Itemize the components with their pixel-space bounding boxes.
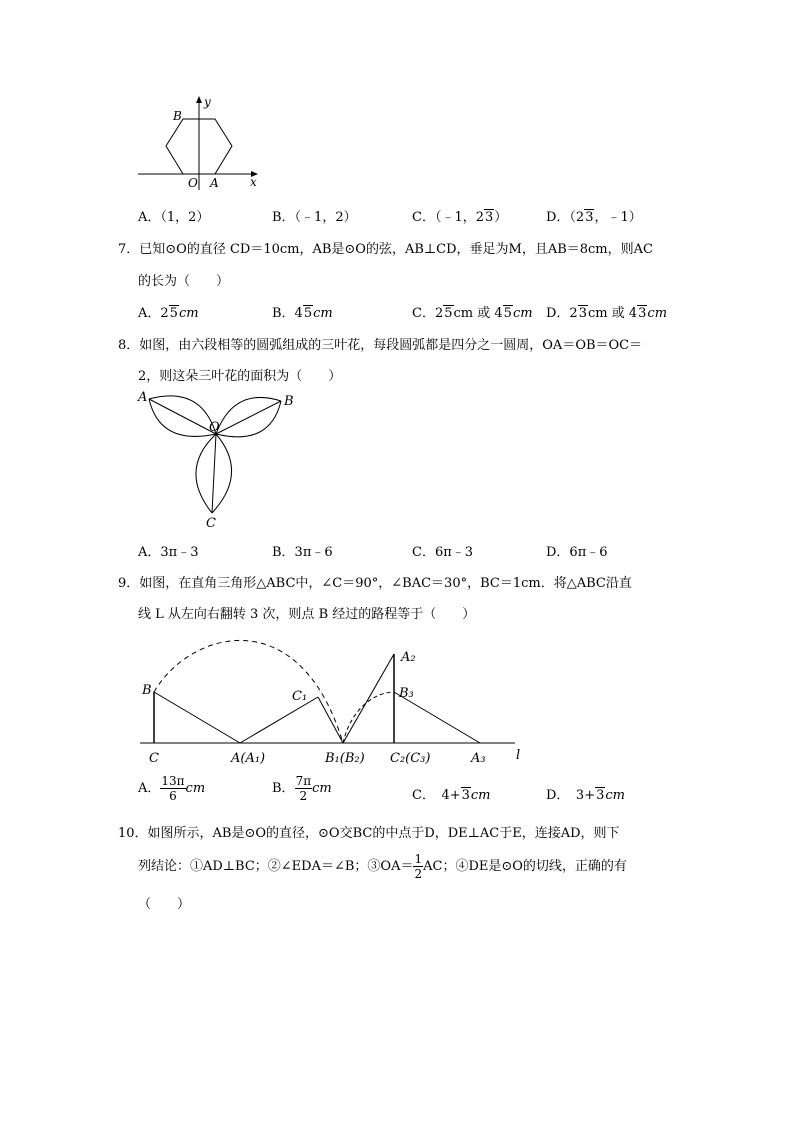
q8-option-c: C．6π﹣3	[412, 545, 474, 560]
q8-option-d: D．6π﹣6	[546, 545, 608, 560]
label-a-a1: A(A₁)	[231, 751, 266, 766]
q9-stem-line2: 线 L 从左向右翻转 3 次，则点 B 经过的路程等于（ ）	[138, 607, 476, 622]
label-b3: B₃	[399, 686, 414, 701]
segment-b2a2	[343, 654, 394, 743]
q9-option-d: D． 3+3cm	[546, 788, 625, 803]
label-c1: C₁	[292, 689, 308, 704]
trefoil-label-c: C	[206, 516, 216, 531]
point-b-label: B	[173, 109, 182, 123]
q10-fraction: $\frac{1}{2}$	[414, 852, 423, 881]
y-label: y	[204, 95, 211, 109]
trefoil-label-b: B	[284, 394, 294, 409]
q10-stem-line3: （ ）	[138, 897, 191, 912]
trefoil-label-a: A	[138, 390, 148, 405]
q8-stem-line2: 2，则这朵三叶花的面积为（ ）	[138, 369, 342, 384]
q9-stem-line1: 9．如图，在直角三角形△ABC中，∠C＝90°，∠BAC＝30°，BC＝1cm．将△ABC沿直	[118, 576, 632, 591]
label-a2: A₂	[401, 650, 416, 665]
q8-stem-line1: 8．如图，由六段相等的圆弧组成的三叶花，每段圆弧都是四分之一圆周，OA＝OB＝OC＝	[118, 338, 643, 353]
q8-option-a: A．3π﹣3	[138, 545, 199, 560]
label-l: l	[516, 748, 521, 763]
q9-option-c: C． 4+3cm	[412, 788, 491, 803]
q10-stem-line1: 10．如图所示，AB是⊙O的直径，⊙O交BC的中点于D，DE⊥AC于E，连接AD，则下	[118, 826, 620, 841]
q7-option-d: D．23cm 或 43cm	[546, 306, 668, 321]
origin-label: O	[188, 176, 198, 190]
q7-option-c: C．25cm 或 45cm	[412, 306, 533, 321]
q7-stem-line1: 7．已知⊙O的直径 CD＝10cm，AB是⊙O的弦，AB⊥CD，垂足为M，且AB＝8cm，则AC	[118, 242, 653, 257]
path-arc-2	[343, 692, 394, 743]
label-b1-b2: B₁(B₂)	[325, 751, 365, 766]
label-c: C	[149, 751, 159, 766]
q7-option-b: B．45cm	[272, 306, 333, 321]
q9-option-b: B． $\frac{7\pi}{2}$ cm	[272, 774, 332, 803]
q10-stem-line2: 列结论：①AD⊥BC；②∠EDA＝∠B；③OA＝ $\frac{1}{2}$ AC；④DE是⊙O的切线，正确的有	[138, 852, 627, 881]
trefoil-label-o: O	[209, 420, 220, 435]
q8-option-b: B．3π﹣6	[272, 545, 333, 560]
q7-option-a: A．25cm	[138, 306, 199, 321]
q6-option-a: A．（1，2）	[138, 210, 210, 225]
label-b: B	[142, 683, 152, 698]
label-c2-c3: C₂(C₃)	[390, 751, 431, 766]
q9-option-a: A． $\frac{13\pi}{6}$ cm	[138, 774, 206, 803]
x-label: x	[250, 175, 257, 189]
point-a-label: A	[210, 176, 219, 190]
segment-ba	[154, 692, 240, 743]
segment-c1b1	[318, 697, 343, 743]
q7-stem-line2: 的长为（ ）	[138, 274, 230, 289]
path-arc-1	[154, 640, 343, 743]
label-a3: A₃	[471, 751, 486, 766]
q6-option-b: B．（﹣1，2）	[272, 210, 357, 225]
q6-option-c: C．（﹣1，23）	[412, 210, 508, 225]
q6-option-d: D．（23，﹣1）	[546, 210, 642, 225]
